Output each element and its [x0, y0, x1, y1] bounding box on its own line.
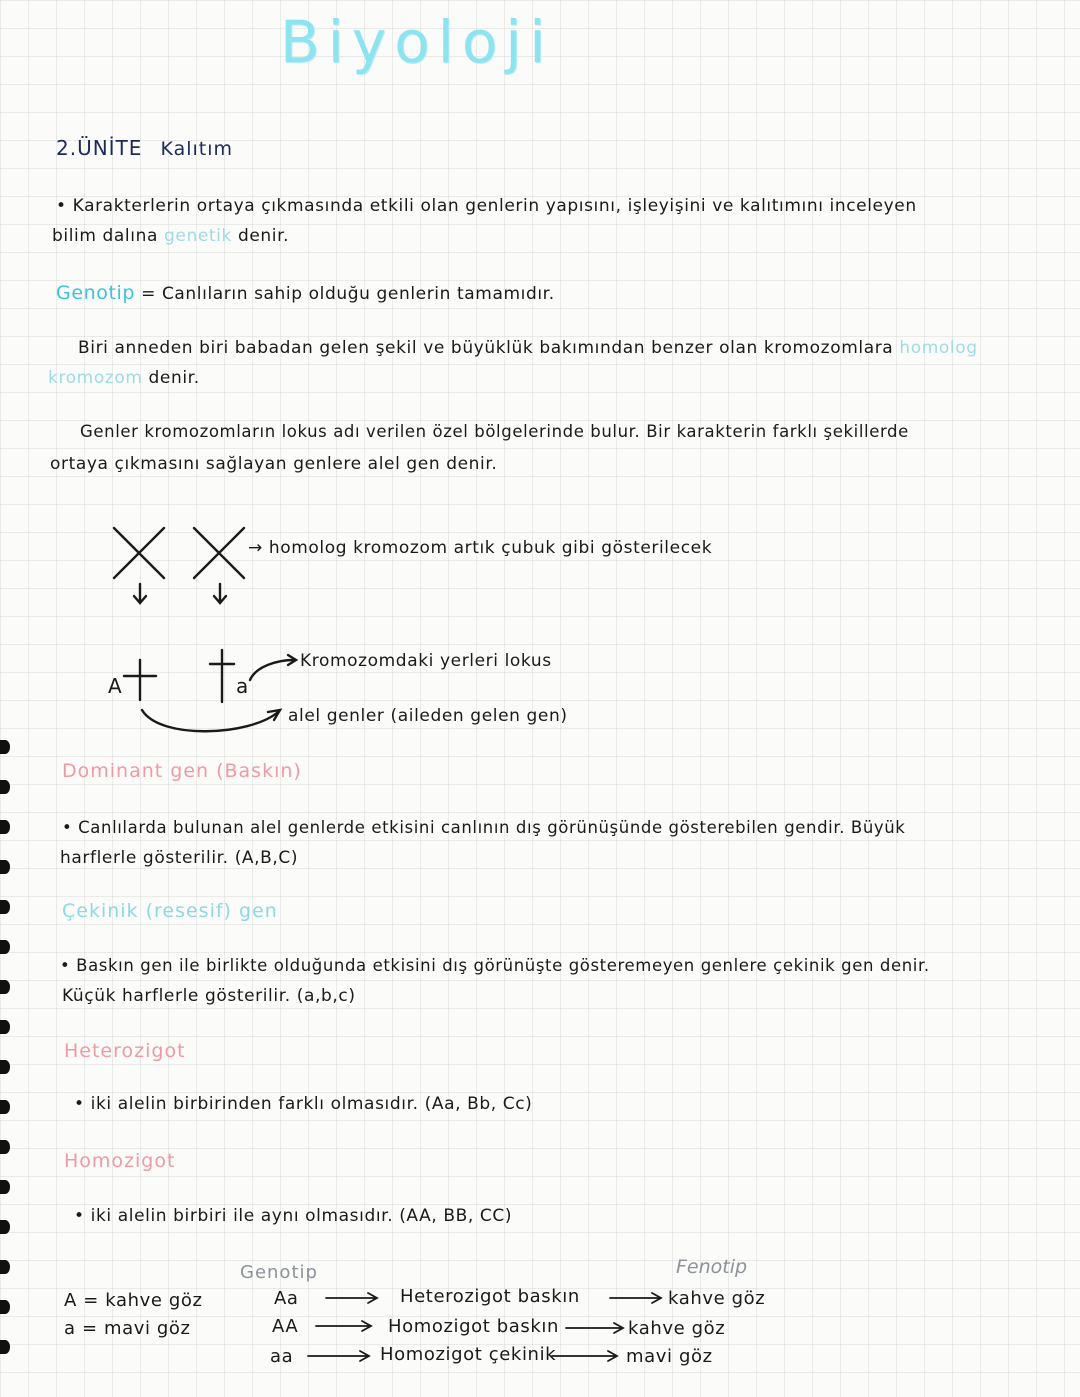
type-cell: Homozigot çekinik	[380, 1344, 557, 1365]
binding-hole	[0, 1100, 10, 1114]
genotype-cell: AA	[272, 1316, 299, 1337]
arrow-right-icon	[308, 1351, 369, 1361]
alel-line-2: ortaya çıkmasını sağlayan genlere alel gen denir.	[50, 454, 498, 474]
fenotip-table-header: Fenotip	[676, 1256, 748, 1278]
type-cell: Heterozigot baskın	[400, 1286, 580, 1307]
binding-hole	[0, 900, 10, 914]
unit-number: 2.ÜNİTE	[56, 136, 143, 160]
dominant-heading: Dominant gen (Baskın)	[62, 760, 302, 782]
arrow-right-icon	[316, 1321, 371, 1331]
genotype-cell: Aa	[274, 1288, 299, 1309]
unit-topic: Kalıtım	[160, 138, 234, 160]
arrow-right-icon	[566, 1323, 623, 1333]
allele-label-A: A	[108, 674, 123, 698]
intro-line-2-pre: bilim dalına	[52, 226, 158, 246]
phenotype-cell: mavi göz	[626, 1346, 713, 1367]
alel-line-1: Genler kromozomların lokus adı verilen özel bölgelerinde bulur. Bir karakterin farklı şekillerde	[80, 422, 909, 441]
legend-item: A = kahve göz	[64, 1290, 203, 1311]
binding-holes	[0, 740, 12, 1380]
arrow-right-icon	[326, 1293, 377, 1303]
dominant-line-1: • Canlılarda bulunan alel genlerde etkisini canlının dış görünüşünde gösterebilen gendir. Büyük	[62, 818, 906, 837]
binding-hole	[0, 1140, 10, 1154]
arrow-right-icon	[552, 1351, 617, 1361]
legend-item: a = mavi göz	[64, 1318, 191, 1339]
genotype-cell: aa	[270, 1346, 294, 1367]
dominant-line-2: harflerle gösterilir. (A,B,C)	[60, 848, 299, 868]
kromozom-term: kromozom	[48, 368, 143, 388]
binding-hole	[0, 1180, 10, 1194]
binding-hole	[0, 1340, 10, 1354]
binding-hole	[0, 740, 10, 754]
binding-hole	[0, 860, 10, 874]
homozigot-heading: Homozigot	[64, 1150, 176, 1172]
cekinik-line-2: Küçük harflerle gösterilir. (a,b,c)	[62, 986, 356, 1006]
lokus-note: Kromozomdaki yerleri lokus	[300, 651, 552, 671]
page-title: Biyoloji	[280, 8, 554, 76]
binding-hole	[0, 1060, 10, 1074]
homolog-line-2-post: denir.	[148, 368, 200, 388]
genotip-table-header: Genotip	[240, 1262, 318, 1283]
homolog-arrow-note: → homolog kromozom artık çubuk gibi gösterilecek	[248, 538, 713, 558]
allele-label-a: a	[236, 674, 249, 698]
phenotype-cell: kahve göz	[628, 1318, 726, 1339]
intro-line-2-post: denir.	[237, 226, 290, 246]
type-cell: Homozigot baskın	[388, 1316, 560, 1337]
arrow-right-icon	[610, 1293, 661, 1303]
binding-hole	[0, 780, 10, 794]
alel-note: alel genler (aileden gelen gen)	[288, 706, 568, 726]
binding-hole	[0, 1220, 10, 1234]
cekinik-heading: Çekinik (resesif) gen	[62, 900, 278, 922]
binding-hole	[0, 1020, 10, 1034]
cekinik-line-1: • Baskın gen ile birlikte olduğunda etkisini dış görünüşte gösteremeyen genlere çekinik gen denir.	[60, 956, 930, 975]
intro-line-1: • Karakterlerin ortaya çıkmasında etkili olan genlerin yapısını, işleyişini ve kalıtımını inceleyen	[56, 196, 917, 216]
homolog-term: homolog	[899, 338, 978, 358]
binding-hole	[0, 980, 10, 994]
binding-hole	[0, 940, 10, 954]
heterozigot-definition: • iki alelin birbirinden farklı olmasıdır. (Aa, Bb, Cc)	[74, 1094, 533, 1114]
genetik-term: genetik	[164, 226, 232, 246]
binding-hole	[0, 1260, 10, 1274]
genotip-text: = Canlıların sahip olduğu genlerin tamamıdır.	[141, 284, 555, 304]
binding-hole	[0, 820, 10, 834]
phenotype-cell: kahve göz	[668, 1288, 766, 1309]
heterozigot-heading: Heterozigot	[64, 1040, 186, 1062]
homozigot-definition: • iki alelin birbiri ile aynı olmasıdır. (AA, BB, CC)	[74, 1206, 513, 1226]
binding-hole	[0, 1300, 10, 1314]
homolog-line-1-pre: Biri anneden biri babadan gelen şekil ve büyüklük bakımından benzer olan kromozomlara	[78, 338, 894, 358]
genotip-term: Genotip	[56, 282, 136, 304]
